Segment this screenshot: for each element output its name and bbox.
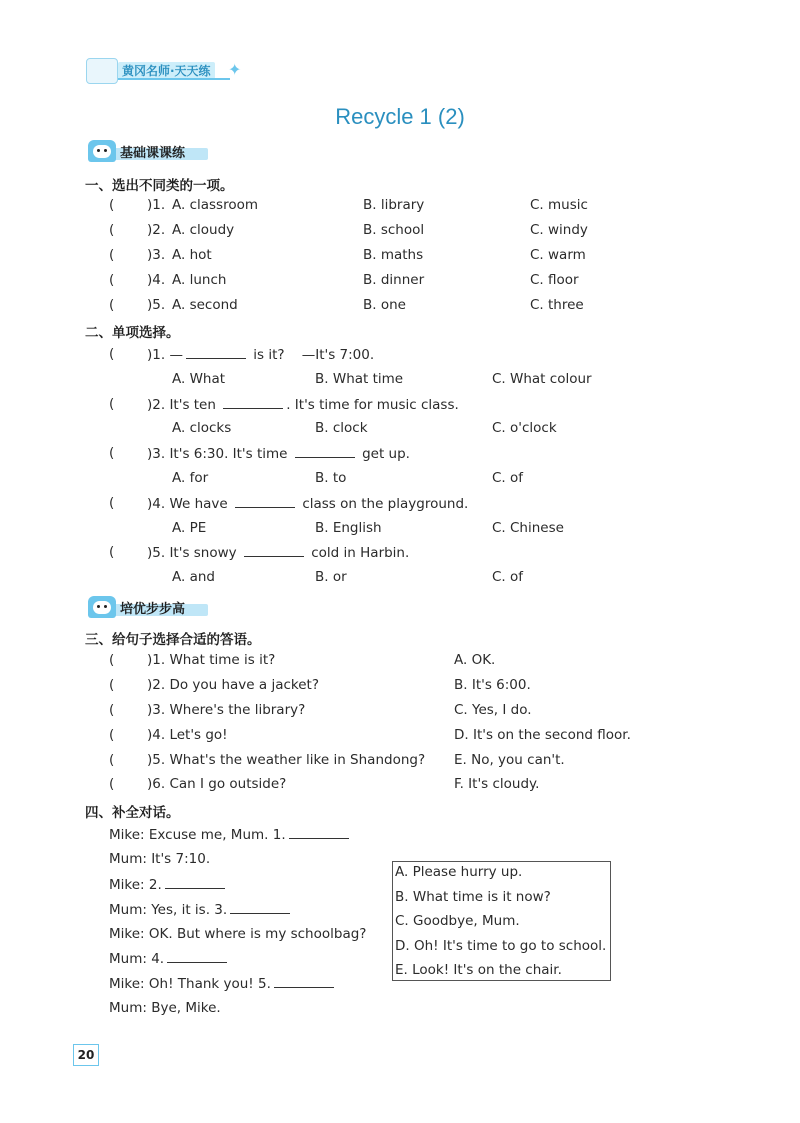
s3-answer: F. It's cloudy. bbox=[454, 776, 540, 792]
s2-option-c: C. What colour bbox=[492, 371, 592, 387]
s2-option-b: B. clock bbox=[315, 420, 368, 436]
s3-question: )4. Let's go! bbox=[147, 727, 228, 743]
answer-paren: ( bbox=[109, 727, 115, 743]
dialogue-line: Mike: 2. bbox=[109, 876, 228, 893]
s1-option-c: C. three bbox=[530, 297, 584, 313]
s1-num: )1. bbox=[147, 197, 166, 213]
answer-paren: ( bbox=[109, 346, 115, 362]
s2-question: )1. — is it? —It's 7:00. bbox=[147, 347, 375, 363]
answer-paren: ( bbox=[109, 495, 115, 511]
s2-question: )4. We have class on the playground. bbox=[147, 496, 469, 512]
series-logo bbox=[86, 58, 118, 84]
s2-option-c: C. o'clock bbox=[492, 420, 557, 436]
s2-option-a: A. What bbox=[172, 371, 226, 387]
dialogue-line: Mum: Bye, Mike. bbox=[109, 1000, 221, 1016]
s2-num: )3. bbox=[147, 446, 166, 462]
option-item: A. Please hurry up. bbox=[395, 864, 523, 880]
s1-option-c: C. warm bbox=[530, 247, 586, 263]
answer-paren: ( bbox=[109, 752, 115, 768]
s3-answer: C. Yes, I do. bbox=[454, 702, 532, 718]
answer-blank[interactable] bbox=[244, 544, 304, 557]
section4-heading: 四、补全对话。 bbox=[85, 805, 180, 821]
answer-blank[interactable] bbox=[165, 876, 225, 889]
s2-num: )2. bbox=[147, 397, 166, 413]
answer-paren: ( bbox=[109, 222, 115, 238]
banner-label: 培优步步高 bbox=[120, 602, 186, 617]
option-item: D. Oh! It's time to go to school. bbox=[395, 938, 607, 954]
banner-advanced bbox=[88, 596, 208, 618]
page-number: 20 bbox=[73, 1044, 99, 1066]
s2-num: )1. bbox=[147, 347, 166, 363]
s1-option-a: A. cloudy bbox=[172, 222, 235, 238]
s1-option-a: A. second bbox=[172, 297, 238, 313]
option-item: C. Goodbye, Mum. bbox=[395, 913, 520, 929]
s1-option-b: B. one bbox=[363, 297, 406, 313]
s1-option-c: C. music bbox=[530, 197, 588, 213]
answer-paren: ( bbox=[109, 197, 115, 213]
s2-option-b: B. or bbox=[315, 569, 347, 585]
answer-blank[interactable] bbox=[223, 396, 283, 409]
bear-icon bbox=[88, 596, 116, 618]
s2-option-c: C. of bbox=[492, 470, 524, 486]
header-underline bbox=[118, 78, 230, 80]
s3-question: )3. Where's the library? bbox=[147, 702, 306, 718]
answer-paren: ( bbox=[109, 396, 115, 412]
option-item: E. Look! It's on the chair. bbox=[395, 962, 562, 978]
s3-question: )5. What's the weather like in Shandong? bbox=[147, 752, 426, 768]
answer-blank[interactable] bbox=[295, 445, 355, 458]
s2-option-c: C. of bbox=[492, 569, 524, 585]
s1-option-a: A. lunch bbox=[172, 272, 227, 288]
s2-question: )3. It's 6:30. It's time get up. bbox=[147, 446, 410, 462]
answer-blank[interactable] bbox=[274, 975, 334, 988]
s2-option-a: A. PE bbox=[172, 520, 207, 536]
options-box bbox=[392, 861, 611, 981]
dialogue-line: Mike: Oh! Thank you! 5. bbox=[109, 975, 337, 992]
section3-heading: 三、给句子选择合适的答语。 bbox=[85, 632, 261, 648]
s1-option-a: A. hot bbox=[172, 247, 212, 263]
s2-option-a: A. and bbox=[172, 569, 215, 585]
s3-answer: E. No, you can't. bbox=[454, 752, 565, 768]
s2-option-b: B. to bbox=[315, 470, 347, 486]
answer-paren: ( bbox=[109, 297, 115, 313]
answer-paren: ( bbox=[109, 677, 115, 693]
option-item: B. What time is it now? bbox=[395, 889, 551, 905]
s2-option-b: B. English bbox=[315, 520, 382, 536]
s1-option-c: C. floor bbox=[530, 272, 579, 288]
answer-paren: ( bbox=[109, 247, 115, 263]
s1-option-b: B. library bbox=[363, 197, 425, 213]
banner-label: 基础课课练 bbox=[120, 146, 186, 161]
answer-paren: ( bbox=[109, 702, 115, 718]
dialogue-line: Mike: OK. But where is my schoolbag? bbox=[109, 926, 367, 942]
s1-option-a: A. classroom bbox=[172, 197, 259, 213]
s1-num: )5. bbox=[147, 297, 166, 313]
s2-num: )5. bbox=[147, 545, 166, 561]
section1-heading: 一、选出不同类的一项。 bbox=[85, 178, 234, 194]
s3-question: )2. Do you have a jacket? bbox=[147, 677, 320, 693]
s1-num: )4. bbox=[147, 272, 166, 288]
s1-num: )2. bbox=[147, 222, 166, 238]
s2-option-a: A. for bbox=[172, 470, 209, 486]
answer-blank[interactable] bbox=[167, 950, 227, 963]
s2-option-b: B. What time bbox=[315, 371, 404, 387]
s3-question: )1. What time is it? bbox=[147, 652, 276, 668]
s3-answer: D. It's on the second floor. bbox=[454, 727, 631, 743]
dialogue-line: Mum: Yes, it is. 3. bbox=[109, 901, 293, 918]
bear-icon bbox=[88, 140, 116, 162]
s2-option-a: A. clocks bbox=[172, 420, 232, 436]
answer-blank[interactable] bbox=[230, 901, 290, 914]
s2-num: )4. bbox=[147, 496, 166, 512]
s3-question: )6. Can I go outside? bbox=[147, 776, 287, 792]
s2-option-c: C. Chinese bbox=[492, 520, 564, 536]
section2-heading: 二、单项选择。 bbox=[85, 325, 180, 341]
s1-option-b: B. school bbox=[363, 222, 425, 238]
page-title: Recycle 1 (2) bbox=[335, 104, 465, 129]
s1-option-b: B. dinner bbox=[363, 272, 425, 288]
banner-basic bbox=[88, 140, 208, 162]
answer-blank[interactable] bbox=[186, 346, 246, 359]
answer-blank[interactable] bbox=[235, 495, 295, 508]
answer-paren: ( bbox=[109, 776, 115, 792]
dialogue-line: Mum: 4. bbox=[109, 950, 230, 967]
answer-paren: ( bbox=[109, 272, 115, 288]
answer-blank[interactable] bbox=[289, 826, 349, 839]
s1-option-c: C. windy bbox=[530, 222, 588, 238]
answer-paren: ( bbox=[109, 445, 115, 461]
answer-paren: ( bbox=[109, 652, 115, 668]
s1-option-b: B. maths bbox=[363, 247, 424, 263]
dialogue-line: Mum: It's 7:10. bbox=[109, 851, 211, 867]
s2-question: )2. It's ten . It's time for music class. bbox=[147, 397, 459, 413]
s1-num: )3. bbox=[147, 247, 166, 263]
dialogue-line: Mike: Excuse me, Mum. 1. bbox=[109, 826, 352, 843]
s3-answer: B. It's 6:00. bbox=[454, 677, 531, 693]
answer-paren: ( bbox=[109, 544, 115, 560]
star-icon: ✦ bbox=[228, 60, 242, 79]
series-name: 黄冈名师·天天练 bbox=[118, 62, 215, 79]
s2-question: )5. It's snowy cold in Harbin. bbox=[147, 545, 410, 561]
s3-answer: A. OK. bbox=[454, 652, 496, 668]
